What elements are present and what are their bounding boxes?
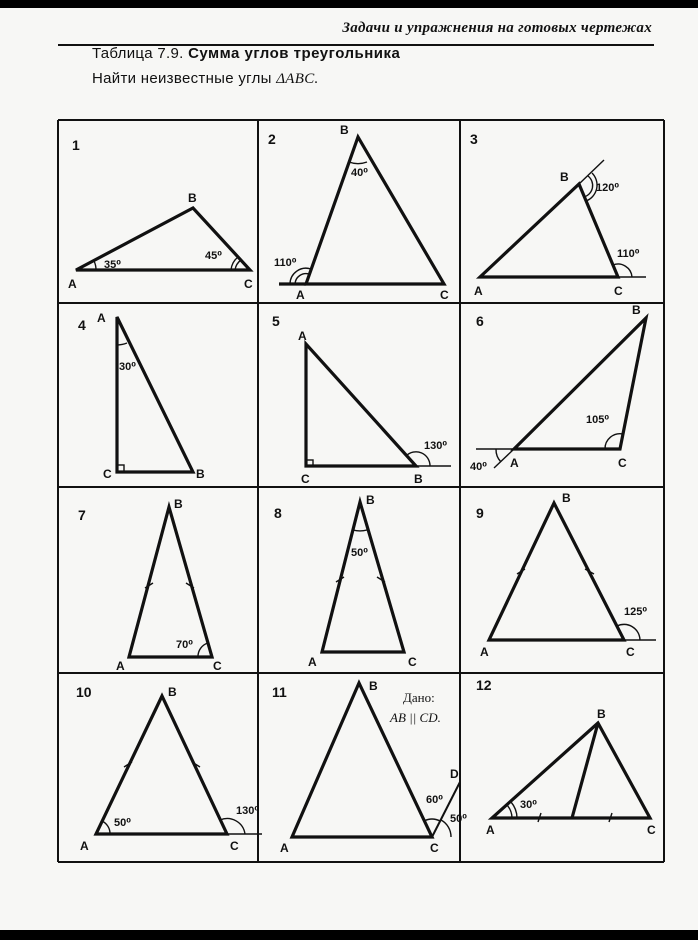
problem-7 [78,497,222,673]
triangle [76,208,250,270]
vertex-label: A [308,655,317,669]
vertex-label: C [301,472,310,486]
problem-number: 4 [78,317,86,333]
ray-cd [432,782,460,837]
vertex-label: B [366,493,375,507]
vertex-label: A [68,277,77,291]
problem-6 [470,303,646,473]
problem-9 [476,491,656,659]
vertex-label: B [196,467,205,481]
problem-12 [476,677,656,837]
vertex-label: A [280,841,289,855]
triangle [492,723,650,818]
angle-label: 50⁰ [351,547,369,559]
vertex-label: C [618,456,627,470]
problem-3 [470,131,646,298]
angle-label: 45⁰ [205,250,223,262]
vertex-label: B [597,707,606,721]
angle-label: 125⁰ [624,606,648,618]
triangle [489,503,624,640]
problem-number: 11 [272,684,287,700]
vertex-label: C [103,467,112,481]
bottom-edge-bar [0,930,698,940]
problem-1 [68,137,253,291]
angle-label: 40⁰ [351,167,369,179]
vertex-label: C [213,659,222,673]
problem-number: 1 [72,137,80,153]
problem-number: 10 [76,684,92,700]
angle-label: 30⁰ [520,799,538,811]
angle-label: 130⁰ [424,440,448,452]
vertex-label: A [486,823,495,837]
given-condition: AB || CD. [390,710,441,725]
vertex-label: C [614,284,623,298]
problem-number: 5 [272,313,280,329]
angle-label: 105⁰ [586,414,610,426]
vertex-label: B [560,170,569,184]
triangle [129,507,212,657]
angle-arc-b [353,530,367,531]
problem-4 [78,311,205,481]
vertex-label: C [244,277,253,291]
angle-label: 70⁰ [176,639,194,651]
vertex-label: B [562,491,571,505]
angle-label: 50⁰ [114,817,132,829]
vertex-label: C [230,839,239,853]
angle-arc-b [349,162,367,164]
vertex-label: C [626,645,635,659]
angle-label: 30⁰ [119,361,137,373]
vertex-label: A [116,659,125,673]
triangle [117,317,193,472]
angle-label: 35⁰ [104,259,122,271]
vertex-label: A [480,645,489,659]
vertex-label: A [298,329,307,343]
angle-label: 120⁰ [596,182,620,194]
vertex-label: D [450,767,459,781]
vertex-label: C [440,288,449,302]
given-label: Дано: [403,690,435,705]
triangle [480,184,618,277]
angle-arc-a-outer [496,449,501,462]
triangle [322,502,404,652]
angle-label: 110⁰ [274,257,297,269]
page-header: Задачи и упражнения на готовых чертежах [342,20,652,36]
vertex-label: A [296,288,305,302]
triangle [306,137,444,284]
angle-arc-c-upper [424,819,440,821]
angle-label: 50⁰ [450,813,468,825]
problem-2 [268,123,449,302]
task-triangle: ΔABC. [276,71,319,87]
vertex-label: A [474,284,483,298]
vertex-label: B [188,191,197,205]
triangle [306,344,416,466]
vertex-label: B [414,472,423,486]
vertex-label: A [97,311,106,325]
angle-arc-a [102,821,110,834]
angle-arc-c [198,643,208,657]
vertex-label: B [340,123,349,137]
table-label: Таблица 7.9. [92,45,184,62]
problem-8 [274,493,417,669]
angle-label: 40⁰ [470,461,488,473]
problem-number: 9 [476,505,484,521]
problem-5 [272,313,451,486]
vertex-label: B [174,497,183,511]
median [572,723,598,818]
vertex-label: A [510,456,519,470]
problem-number: 8 [274,505,282,521]
vertex-label: B [168,685,177,699]
angle-label: 130⁰ [236,805,260,817]
vertex-label: C [647,823,656,837]
vertex-label: A [80,839,89,853]
problem-number: 7 [78,507,86,523]
vertex-label: B [632,303,641,317]
problem-number: 12 [476,677,492,693]
problem-number: 2 [268,131,276,147]
triangle [96,696,227,834]
angle-arc-a [507,805,512,818]
triangle [514,318,646,449]
vertex-label: C [430,841,439,855]
angle-label: 60⁰ [426,794,444,806]
table-name: Сумма углов треугольника [188,45,401,62]
angle-arc-b-outer [584,176,593,197]
angle-label: 110⁰ [617,248,640,260]
vertex-label: B [369,679,378,693]
problem-number: 3 [470,131,478,147]
vertex-label: C [408,655,417,669]
problem-11 [272,679,467,855]
problem-number: 6 [476,313,484,329]
task-instruction: Найти неизвестные углы [92,70,272,87]
triangle [292,683,432,837]
problem-10 [76,684,262,853]
